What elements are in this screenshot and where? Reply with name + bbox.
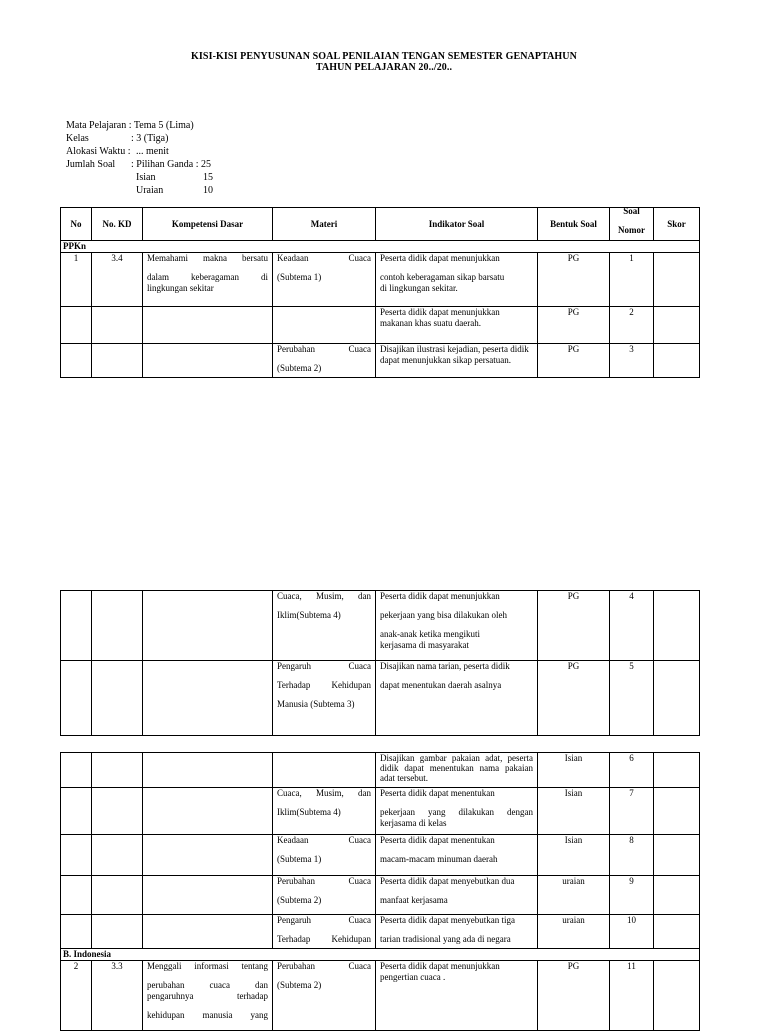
cell-kompetensi xyxy=(143,876,273,915)
materi-line: Perubahan Cuaca xyxy=(277,876,371,886)
materi-line: (Subtema 2) xyxy=(277,980,322,990)
col-nomor: Nomor xyxy=(618,225,645,235)
materi-line: Iklim(Subtema 4) xyxy=(277,610,341,620)
indikator-line: dapat menentukan daerah asalnya xyxy=(380,680,502,690)
table-row xyxy=(61,876,700,915)
table-header-row xyxy=(61,208,700,241)
alokasi-label: Alokasi Waktu : xyxy=(66,146,131,157)
indikator-line: pekerjaan yang dilakukan dengan kerjasama di kelas xyxy=(380,807,533,828)
section-row xyxy=(61,241,700,253)
cell-kd: 3.3 xyxy=(92,961,143,1031)
indikator-line: kerjasama di masyarakat xyxy=(380,640,469,650)
indikator-line: Peserta didik dapat menentukan xyxy=(380,835,495,845)
cell-bentuk: PG xyxy=(538,344,610,378)
indikator-line: Disajikan nama tarian, peserta didik xyxy=(380,661,510,671)
cell-bentuk: Isian xyxy=(538,835,610,876)
alokasi-value: ... menit xyxy=(136,146,169,157)
cell-indikator: Disajikan ilustrasi kejadian, peserta didik dapat menunjukkan sikap persatuan. xyxy=(376,344,538,378)
jumlah-value: : Pilihan Ganda : 25 xyxy=(131,159,211,170)
indikator-line: macam-macam minuman daerah xyxy=(380,854,498,864)
materi-line: Cuaca, Musim, dan xyxy=(277,788,371,798)
materi-line: Iklim(Subtema 4) xyxy=(277,807,341,817)
cell-bentuk: PG xyxy=(538,961,610,1031)
cell-bentuk: Isian xyxy=(538,753,610,788)
cell-kd xyxy=(92,788,143,835)
cell-nomor: 8 xyxy=(610,835,654,876)
cell-indikator: Peserta didik dapat menunjukkan pengertian cuaca . xyxy=(376,961,538,1031)
cell-materi xyxy=(273,253,376,307)
cell-bentuk: PG xyxy=(538,307,610,344)
table-row xyxy=(61,661,700,736)
cell-kompetensi xyxy=(143,307,273,344)
cell-no: 2 xyxy=(61,961,92,1031)
cell-nomor: 6 xyxy=(610,753,654,788)
cell-kd xyxy=(92,344,143,378)
cell-indikator xyxy=(376,591,538,661)
materi-line: Pengaruh Cuaca xyxy=(277,915,371,925)
cell-skor xyxy=(654,307,700,344)
cell-skor xyxy=(654,876,700,915)
table-row xyxy=(61,788,700,835)
indikator-line: Peserta didik dapat menentukan xyxy=(380,788,495,798)
indikator-line: contoh keberagaman sikap barsatu xyxy=(380,272,505,282)
cell-materi xyxy=(273,835,376,876)
cell-nomor: 7 xyxy=(610,788,654,835)
cell-indikator: Disajikan gambar pakaian adat, peserta didik dapat menentukan nama pakaian adat tersebut. xyxy=(376,753,538,788)
table-row xyxy=(61,915,700,949)
col-materi: Materi xyxy=(273,208,376,241)
cell-kompetensi xyxy=(143,835,273,876)
cell-no xyxy=(61,835,92,876)
kompetensi-line: kehidupan manusia yang xyxy=(147,1010,268,1020)
cell-kd xyxy=(92,591,143,661)
indikator-line: Peserta didik dapat menyebutkan tiga xyxy=(380,915,515,925)
cell-nomor: 1 xyxy=(610,253,654,307)
col-no: No xyxy=(61,208,92,241)
col-soal-nomor xyxy=(610,208,654,241)
cell-kompetensi xyxy=(143,753,273,788)
cell-no xyxy=(61,307,92,344)
cell-indikator xyxy=(376,876,538,915)
indikator-line: Peserta didik dapat menunjukkan xyxy=(380,253,500,263)
cell-skor xyxy=(654,788,700,835)
section-row xyxy=(61,949,700,961)
cell-kd xyxy=(92,876,143,915)
table-row xyxy=(61,344,700,378)
materi-line: Perubahan Cuaca xyxy=(277,961,371,971)
cell-kompetensi xyxy=(143,961,273,1031)
col-soal: Soal xyxy=(623,207,640,216)
cell-no: 1 xyxy=(61,253,92,307)
indikator-line: manfaat kerjasama xyxy=(380,895,448,905)
cell-no xyxy=(61,915,92,949)
table-row xyxy=(61,835,700,876)
cell-materi xyxy=(273,661,376,736)
cell-nomor: 3 xyxy=(610,344,654,378)
cell-materi xyxy=(273,915,376,949)
materi-line: (Subtema 1) xyxy=(277,854,322,864)
cell-no xyxy=(61,788,92,835)
materi-line: Keadaan Cuaca xyxy=(277,835,371,845)
section-bindo: B. Indonesia xyxy=(61,949,700,961)
cell-bentuk: uraian xyxy=(538,876,610,915)
cell-no xyxy=(61,753,92,788)
cell-bentuk: PG xyxy=(538,661,610,736)
cell-materi xyxy=(273,344,376,378)
col-kd: No. KD xyxy=(92,208,143,241)
cell-kd xyxy=(92,915,143,949)
kompetensi-line: Memahami makna bersatu xyxy=(147,253,268,263)
isian-label: Isian xyxy=(136,172,156,183)
cell-nomor: 10 xyxy=(610,915,654,949)
cell-indikator xyxy=(376,253,538,307)
cell-kompetensi xyxy=(143,591,273,661)
cell-indikator xyxy=(376,788,538,835)
cell-no xyxy=(61,344,92,378)
indikator-line: pekerjaan yang bisa dilakukan oleh xyxy=(380,610,507,620)
kompetensi-line: lingkungan sekitar xyxy=(147,283,214,293)
kompetensi-line: Menggali informasi tentang xyxy=(147,961,268,971)
materi-line: Perubahan Cuaca xyxy=(277,344,371,354)
table-row xyxy=(61,307,700,344)
section-ppkn: PPKn xyxy=(61,241,700,253)
cell-nomor: 5 xyxy=(610,661,654,736)
cell-indikator xyxy=(376,661,538,736)
materi-line: Keadaan Cuaca xyxy=(277,253,371,263)
cell-indikator xyxy=(376,915,538,949)
mata-pelajaran: Mata Pelajaran : Tema 5 (Lima) xyxy=(66,120,194,131)
cell-materi xyxy=(273,788,376,835)
kisi-table-part1 xyxy=(60,207,700,378)
kelas-label: Kelas xyxy=(66,133,89,144)
cell-nomor: 4 xyxy=(610,591,654,661)
cell-skor xyxy=(654,661,700,736)
cell-skor xyxy=(654,753,700,788)
document-title: KISI-KISI PENYUSUNAN SOAL PENILAIAN TENGAN SEMESTER GENAPTAHUN xyxy=(191,51,577,62)
cell-indikator xyxy=(376,835,538,876)
kisi-table-part3 xyxy=(60,752,700,1031)
cell-materi xyxy=(273,753,376,788)
col-bentuk: Bentuk Soal xyxy=(538,208,610,241)
cell-kd: 3.4 xyxy=(92,253,143,307)
materi-line: Terhadap Kehidupan xyxy=(277,680,371,690)
cell-nomor: 9 xyxy=(610,876,654,915)
indikator-line: anak-anak ketika mengikuti xyxy=(380,629,480,639)
cell-kd xyxy=(92,835,143,876)
cell-kd xyxy=(92,753,143,788)
uraian-value: 10 xyxy=(203,185,213,196)
table-row xyxy=(61,591,700,661)
col-skor: Skor xyxy=(654,208,700,241)
materi-line: Pengaruh Cuaca xyxy=(277,661,371,671)
table-row xyxy=(61,253,700,307)
cell-nomor: 2 xyxy=(610,307,654,344)
cell-no xyxy=(61,876,92,915)
kompetensi-line: perubahan cuaca dan xyxy=(147,980,268,990)
cell-kompetensi xyxy=(143,915,273,949)
cell-materi xyxy=(273,307,376,344)
cell-materi xyxy=(273,591,376,661)
cell-skor xyxy=(654,961,700,1031)
materi-line: (Subtema 2) xyxy=(277,363,322,373)
cell-kompetensi xyxy=(143,661,273,736)
isian-value: 15 xyxy=(203,172,213,183)
col-kompetensi: Kompetensi Dasar xyxy=(143,208,273,241)
kelas-value: : 3 (Tiga) xyxy=(131,133,169,144)
cell-kompetensi xyxy=(143,344,273,378)
cell-skor xyxy=(654,344,700,378)
kisi-table-part2 xyxy=(60,590,700,736)
table-row xyxy=(61,753,700,788)
col-indikator: Indikator Soal xyxy=(376,208,538,241)
indikator-line: di lingkungan sekitar. xyxy=(380,283,458,293)
indikator-line: Peserta didik dapat menyebutkan dua xyxy=(380,876,515,886)
cell-kd xyxy=(92,661,143,736)
cell-materi xyxy=(273,876,376,915)
table-row xyxy=(61,961,700,1031)
cell-indikator: Peserta didik dapat menunjukkan makanan khas suatu daerah. xyxy=(376,307,538,344)
jumlah-label: Jumlah Soal xyxy=(66,159,116,170)
cell-no xyxy=(61,661,92,736)
document-subtitle: TAHUN PELAJARAN 20../20.. xyxy=(315,62,453,73)
materi-line: Cuaca, Musim, dan xyxy=(277,591,371,601)
cell-skor xyxy=(654,591,700,661)
materi-line: (Subtema 2) xyxy=(277,895,322,905)
cell-bentuk: PG xyxy=(538,253,610,307)
kompetensi-line: pengaruhnya terhadap xyxy=(147,991,268,1001)
cell-nomor: 11 xyxy=(610,961,654,1031)
cell-materi xyxy=(273,961,376,1031)
cell-skor xyxy=(654,835,700,876)
cell-no xyxy=(61,591,92,661)
materi-line: (Subtema 1) xyxy=(277,272,322,282)
cell-skor xyxy=(654,253,700,307)
cell-bentuk: Isian xyxy=(538,788,610,835)
kompetensi-line: dalam keberagaman di xyxy=(147,272,268,282)
cell-kd xyxy=(92,307,143,344)
uraian-label: Uraian xyxy=(136,185,164,196)
cell-kompetensi xyxy=(143,253,273,307)
materi-line: Terhadap Kehidupan xyxy=(277,934,371,944)
indikator-line: tarian tradisional yang ada di negara xyxy=(380,934,511,944)
indikator-line: Peserta didik dapat menunjukkan xyxy=(380,591,500,601)
cell-bentuk: uraian xyxy=(538,915,610,949)
cell-skor xyxy=(654,915,700,949)
materi-line: Manusia (Subtema 3) xyxy=(277,699,355,709)
cell-kompetensi xyxy=(143,788,273,835)
cell-bentuk: PG xyxy=(538,591,610,661)
